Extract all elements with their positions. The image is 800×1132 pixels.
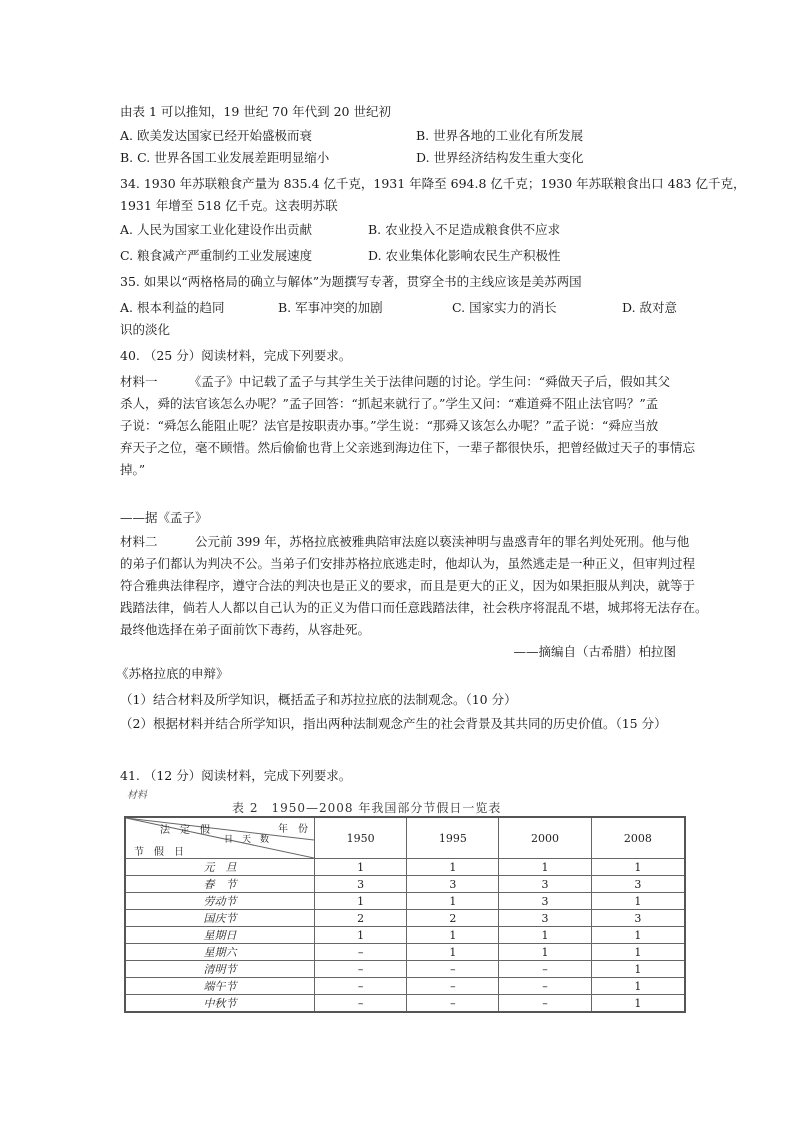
table-cell: 1 — [407, 944, 499, 961]
table-cell: – — [499, 961, 591, 978]
q40-m2-line: 的弟子们都认为判决不公。当弟子们安排苏格拉底逃走时，他却认为，虽然逃走是一种正义，但审判过程 — [120, 556, 696, 571]
q35-option-c: C. 国家实力的消长 — [452, 300, 557, 315]
table-cell: 3 — [499, 893, 591, 910]
table-row — [125, 893, 685, 910]
holiday-name: 星期日 — [125, 927, 315, 944]
q34-option-a: A. 人民为国家工业化建设作出贡献 — [120, 222, 312, 237]
q40-m1-source: ——据《孟子》 — [120, 510, 208, 525]
holiday-name: 端午节 — [125, 978, 315, 995]
q34-line-2: 1931 年增至 518 亿千克。这表明苏联 — [120, 198, 338, 213]
holiday-name: 清明节 — [125, 961, 315, 978]
option-c: B. C. 世界各国工业发展差距明显缩小 — [120, 150, 330, 165]
header-days: 日 天 数 — [224, 835, 270, 845]
intro-line: 由表 1 可以推知，19 世纪 70 年代到 20 世纪初 — [120, 104, 391, 119]
table-cell: – — [315, 944, 407, 961]
holiday-name: 劳动节 — [125, 893, 315, 910]
q40-m1-line: 掉。” — [120, 462, 146, 477]
table-row — [125, 944, 685, 961]
option-a: A. 欧美发达国家已经开始盛极而衰 — [120, 128, 312, 143]
holiday-name: 元 旦 — [125, 859, 315, 876]
header-year: 年 份 — [278, 824, 308, 835]
table-cell: 1 — [591, 961, 685, 978]
q35-option-a: A. 根本利益的趋同 — [120, 300, 225, 315]
q40-m2-source: ——摘编自（古希腊）柏拉图 — [513, 644, 676, 659]
q34-option-b: B. 农业投入不足造成粮食供不应求 — [368, 222, 561, 237]
header-legal-holiday: 法 定 假 — [160, 825, 210, 836]
table-title: 表 2 1950—2008 年我国部分节假日一览表 — [232, 801, 502, 815]
table-row — [125, 995, 685, 1013]
q40-m1-line: 杀人，舜的法官该怎么办呢？”孟子回答：“抓起来就行了。”学生又问：“难道舜不阻止法官吗？”孟 — [120, 396, 659, 411]
material-label: 材料 — [127, 790, 147, 801]
table-cell: 1 — [315, 859, 407, 876]
table-cell: 1 — [499, 927, 591, 944]
q35-option-d-cont: 识的淡化 — [120, 322, 171, 337]
q40-m1-line: 材料一 《孟子》中记载了孟子与其学生关于法律问题的讨论。学生问：“舜做天子后，假如其父 — [120, 374, 671, 389]
holiday-name: 国庆节 — [125, 910, 315, 927]
q40-sub-question-1: （1）结合材料及所学知识，概括孟子和苏拉拉底的法制观念。（10 分） — [120, 692, 517, 707]
table-cell: 3 — [591, 876, 685, 893]
q34-option-c: C. 粮食减产严重制约工业发展速度 — [120, 248, 313, 263]
q40-sub-question-2: （2）根据材料并结合所学知识，指出两种法制观念产生的社会背景及其共同的历史价值。（15 分） — [120, 716, 667, 731]
q40-title: 40. （25 分）阅读材料，完成下列要求。 — [120, 348, 352, 363]
table-row — [125, 961, 685, 978]
q35-option-d: D. 敌对意 — [622, 300, 678, 315]
table-cell: 1 — [407, 893, 499, 910]
table-row — [125, 910, 685, 927]
q40-m2-line: 材料二 公元前 399 年，苏格拉底被雅典陪审法庭以亵渎神明与蛊惑青年的罪名判处死刑。他与他 — [120, 534, 690, 549]
table-cell: – — [407, 978, 499, 995]
q34-line-1: 34. 1930 年苏联粮食产量为 835.4 亿千克，1931 年降至 694.8 亿千克；1930 年苏联粮食出口 483 亿千克， — [120, 176, 746, 191]
table-cell: – — [315, 961, 407, 978]
table-header-row — [125, 817, 685, 859]
table-cell: 2 — [407, 910, 499, 927]
table-cell: 1 — [499, 944, 591, 961]
year-header: 2000 — [499, 817, 591, 859]
table-cell: 3 — [315, 876, 407, 893]
year-header: 2008 — [591, 817, 685, 859]
table-cell: 3 — [499, 876, 591, 893]
table-cell: 1 — [591, 995, 685, 1013]
table-cell: – — [315, 978, 407, 995]
q40-m2-source-book: 《苏格拉底的申辩》 — [116, 666, 229, 681]
table-cell: – — [407, 961, 499, 978]
year-header: 1950 — [315, 817, 407, 859]
q35-option-b: B. 军事冲突的加剧 — [278, 300, 383, 315]
table-row — [125, 978, 685, 995]
q41-title: 41. （12 分）阅读材料，完成下列要求。 — [120, 768, 352, 783]
table-cell: 1 — [315, 893, 407, 910]
year-header: 1995 — [407, 817, 499, 859]
option-d: D. 世界经济结构发生重大变化 — [416, 150, 584, 165]
table-cell: 1 — [591, 893, 685, 910]
table-cell: 3 — [499, 910, 591, 927]
q40-m2-line: 最终他选择在弟子面前饮下毒药，从容赴死。 — [120, 622, 371, 637]
diagonal-header-cell — [125, 817, 315, 859]
header-festival: 节 假 日 — [134, 847, 184, 858]
q40-m2-line: 践踏法律，倘若人人都以自己认为的正义为借口而任意践踏法律，社会秩序将混乱不堪，城邦将无法存在。 — [120, 600, 708, 615]
table-cell: – — [499, 995, 591, 1013]
table-cell: 1 — [315, 927, 407, 944]
table-cell: 3 — [407, 876, 499, 893]
option-b: B. 世界各地的工业化有所发展 — [416, 128, 584, 143]
table-cell: – — [407, 995, 499, 1013]
q40-m1-line: 弃天子之位，毫不顾惜。然后偷偷也背上父亲逃到海边住下，一辈子都很快乐，把曾经做过天子的事情忘 — [120, 440, 696, 455]
table-cell: 1 — [591, 944, 685, 961]
holiday-name: 星期六 — [125, 944, 315, 961]
table-cell: 1 — [407, 927, 499, 944]
holiday-table — [124, 816, 686, 1013]
table-cell: – — [315, 995, 407, 1013]
q40-m2-line: 符合雅典法律程序，遵守合法的判决也是正义的要求，而且是更大的正义，因为如果拒服从判决，就等于 — [120, 578, 696, 593]
holiday-name: 春 节 — [125, 876, 315, 893]
table-cell: 1 — [591, 859, 685, 876]
q40-m1-line: 子说：“舜怎么能阻止呢？法官是按职责办事。”学生说：“那舜又该怎么办呢？”孟子说：“舜应当放 — [120, 418, 659, 433]
q34-option-d: D. 农业集体化影响农民生产积极性 — [368, 248, 561, 263]
table-cell: 1 — [591, 927, 685, 944]
holiday-name: 中秋节 — [125, 995, 315, 1013]
table-cell: 1 — [591, 978, 685, 995]
table-cell: – — [499, 978, 591, 995]
table-row — [125, 876, 685, 893]
q35-line-1: 35. 如果以“两格格局的确立与解体”为题撰写专著，贯穿全书的主线应该是美苏两国 — [120, 274, 582, 289]
table-row — [125, 927, 685, 944]
table-cell: 2 — [315, 910, 407, 927]
table-cell: 3 — [591, 910, 685, 927]
table-row — [125, 859, 685, 876]
table-cell: 1 — [407, 859, 499, 876]
table-cell: 1 — [499, 859, 591, 876]
